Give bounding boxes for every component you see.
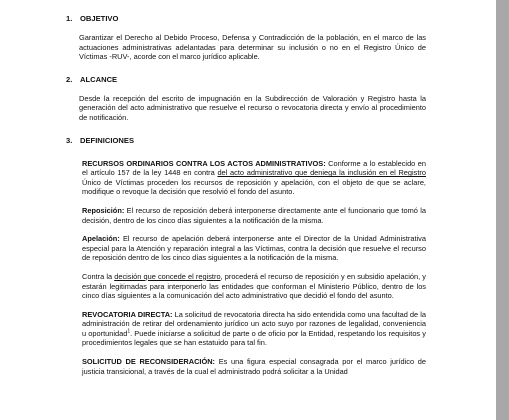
definition-text: Contra la (82, 271, 115, 281)
definition-text: . Puede iniciarse a solicitud de parte o de oficio por la Entidad, respetando los requisitos y procedimientos legales que se han estatuido para tal fin. (82, 328, 426, 348)
definition-apelacion (82, 234, 426, 263)
section-heading-objetivo (66, 14, 426, 24)
definition-term: SOLICITUD DE RECONSIDERACIÓN: (82, 357, 216, 367)
definition-text: El recurso de apelación deberá interponerse ante el Director de la Unidad Administrativa especial para la Atención y reparación integral a las Víctimas, contra la decisión que resuelve el recurso de reposición dentro de los cinco días siguientes a la notificación de la misma. (82, 234, 426, 263)
definition-term: REVOCATORIA DIRECTA: (82, 309, 173, 319)
definition-reposicion (82, 206, 426, 225)
section-heading-definiciones (66, 136, 426, 146)
section-heading-alcance (66, 75, 426, 85)
section-title: ALCANCE (80, 74, 118, 84)
definition-text: El recurso de reposición deberá interponerse directamente ante el funcionario que tomó la decisión, dentro de los cinco días siguientes a la notificación de la misma. (82, 205, 426, 225)
definition-contra (82, 272, 426, 301)
definition-text: La solicitud de revocatoria directa ha sido entendida como una facultad de la administración de retirar del ordenamiento jurídico un acto suyo por razones de legalidad, conveniencia u oportunidad (82, 309, 426, 338)
definition-recursos (82, 159, 426, 197)
section-number: 2. (66, 74, 73, 84)
definition-reconsideracion (82, 357, 426, 376)
definition-term: RECURSOS ORDINARIOS CONTRA LOS ACTOS ADMINISTRATIVOS: (82, 158, 326, 168)
definition-text: , procederá el recurso de reposición y en subsidio apelación, y estarán legitimadas para interponerlo las entidades que conforman el Ministerio Público, dentro de los cinco días siguientes a la comunicación del acto administrativo que decidió el fondo del asunto. (82, 271, 427, 301)
definition-text: Único de Víctimas proceden los recursos de reposición y apelación, con el objeto de que se aclare, modifique o revoque la decisión que resolvió el fondo del asunto. (82, 177, 426, 197)
definition-term: Reposición: (82, 205, 125, 215)
section-number: 3. (66, 135, 73, 145)
viewer-background-edge (496, 0, 509, 420)
section-title: DEFINICIONES (80, 135, 135, 145)
section-title: OBJETIVO (80, 14, 119, 23)
definition-revocatoria (82, 310, 426, 348)
footnote-reference[interactable]: 1 (127, 328, 131, 335)
alcance-paragraph: Desde la recepción del escrito de impugnación en la Subdirección de Valoración y Registro hasta la generación del acto administrativo que resuelve el recurso o revocatoria directa y envío al procedimiento de notificación. (79, 93, 426, 122)
underlined-phrase: decisión que concede el registro (114, 271, 221, 281)
definition-text: Conforme a lo establecido en el artículo 157 de la ley 1448 en contra (82, 158, 426, 178)
underlined-phrase: del acto administrativo que deniega la inclusión en el Registro (217, 168, 426, 178)
section-number: 1. (66, 14, 73, 23)
definition-text: Es una figura especial consagrada por el marco jurídico de justicia transicional, a través de la cual el administrado podrá solicitar a la Unidad (82, 357, 426, 376)
document-body (66, 14, 426, 376)
objetivo-paragraph: Garantizar el Derecho al Debido Proceso, Defensa y Contradicción de la población, en el marco de las actuaciones administrativas adelantadas para determinar su inclusión o no en el Registro Único de Víctimas -RUV-, acorde con el marco jurídico aplicable. (79, 33, 426, 62)
definition-term: Apelación: (82, 234, 120, 244)
